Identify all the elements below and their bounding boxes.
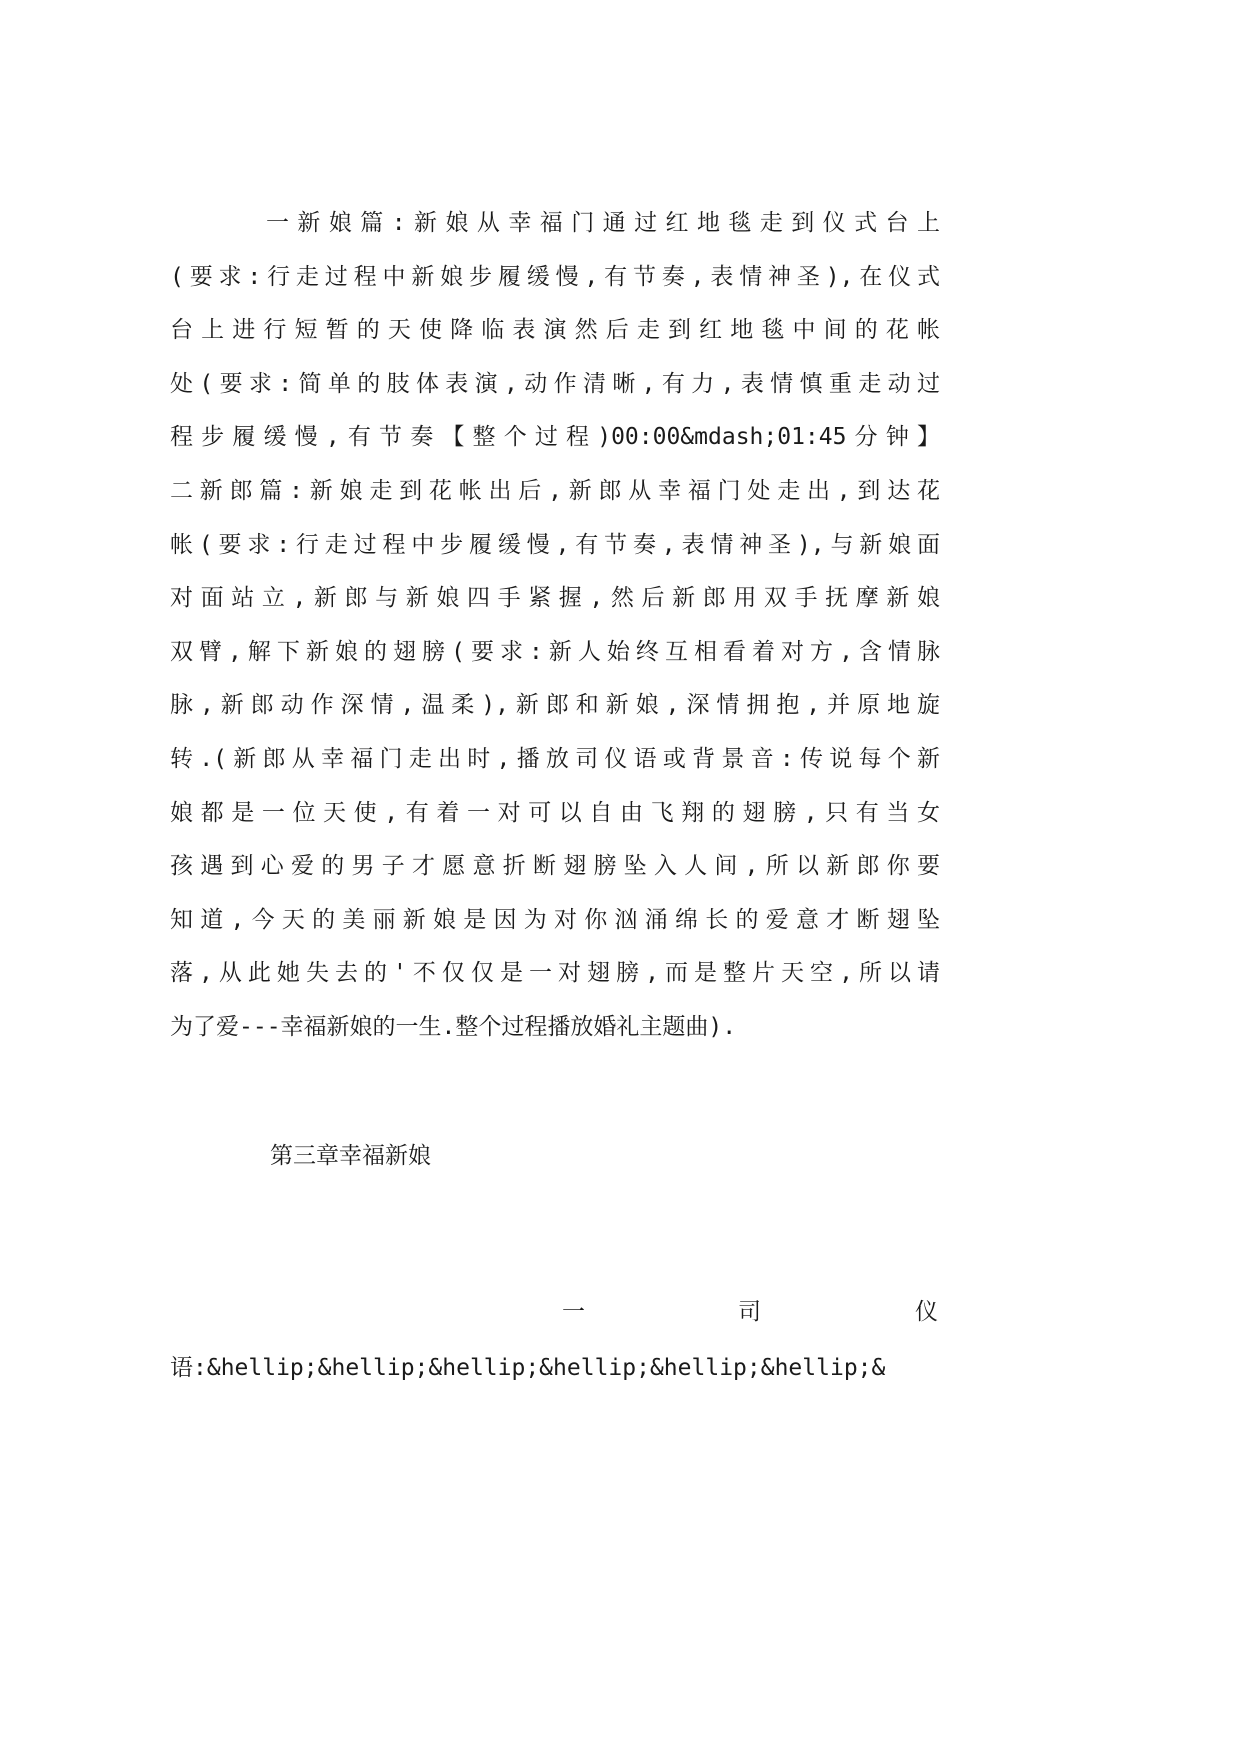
spaced-char: 一 [562, 1299, 585, 1325]
text-line: 处(要求:简单的肢体表演,动作清晰,有力,表情慎重走动过 [170, 370, 940, 397]
text-line: 娘都是一位天使,有着一对可以自由飞翔的翅膀,只有当女 [170, 799, 940, 826]
text-line: (要求:行走过程中新娘步履缓慢,有节奏,表情神圣),在仪式 [170, 263, 940, 290]
text-line: 为了爱---幸福新娘的一生.整个过程播放婚礼主题曲). [170, 1013, 737, 1040]
text-line: 对面站立,新郎与新娘四手紧握,然后新郎用双手抚摩新娘 [170, 585, 940, 612]
spaced-char: 司 [738, 1299, 761, 1325]
spaced-char: 仪 [915, 1299, 938, 1325]
chapter-heading: 第三章幸福新娘 [270, 1143, 431, 1169]
text-line: 孩遇到心爱的男子才愿意折断翅膀坠入人间,所以新郎你要 [170, 853, 940, 880]
text-line: 语:&hellip;&hellip;&hellip;&hellip;&hellip;&hellip;& [170, 1355, 886, 1381]
text-line: 转.(新郎从幸福门走出时,播放司仪语或背景音:传说每个新 [170, 745, 940, 772]
text-line: 程步履缓慢,有节奏【整个过程)00:00&mdash;01:45分钟】 [170, 424, 940, 451]
text-line: 帐(要求:行走过程中步履缓慢,有节奏,表情神圣),与新娘面 [170, 531, 940, 558]
text-line: 双臂,解下新娘的翅膀(要求:新人始终互相看着对方,含情脉 [170, 638, 940, 665]
text-line: 脉,新郎动作深情,温柔),新郎和新娘,深情拥抱,并原地旋 [170, 692, 940, 719]
text-line: 落,从此她失去的'不仅仅是一对翅膀,而是整片天空,所以请 [170, 960, 940, 987]
body-paragraph [170, 197, 940, 1055]
text-line: 知道,今天的美丽新娘是因为对你汹涌绵长的爱意才断翅坠 [170, 906, 940, 933]
text-line: 二新郎篇:新娘走到花帐出后,新郎从幸福门处走出,到达花 [170, 477, 940, 504]
text-line: 台上进行短暂的天使降临表演然后走到红地毯中间的花帐 [170, 317, 940, 344]
text-line: 一新娘篇:新娘从幸福门通过红地毯走到仪式台上 [266, 210, 940, 236]
spaced-text-line [170, 1290, 940, 1334]
